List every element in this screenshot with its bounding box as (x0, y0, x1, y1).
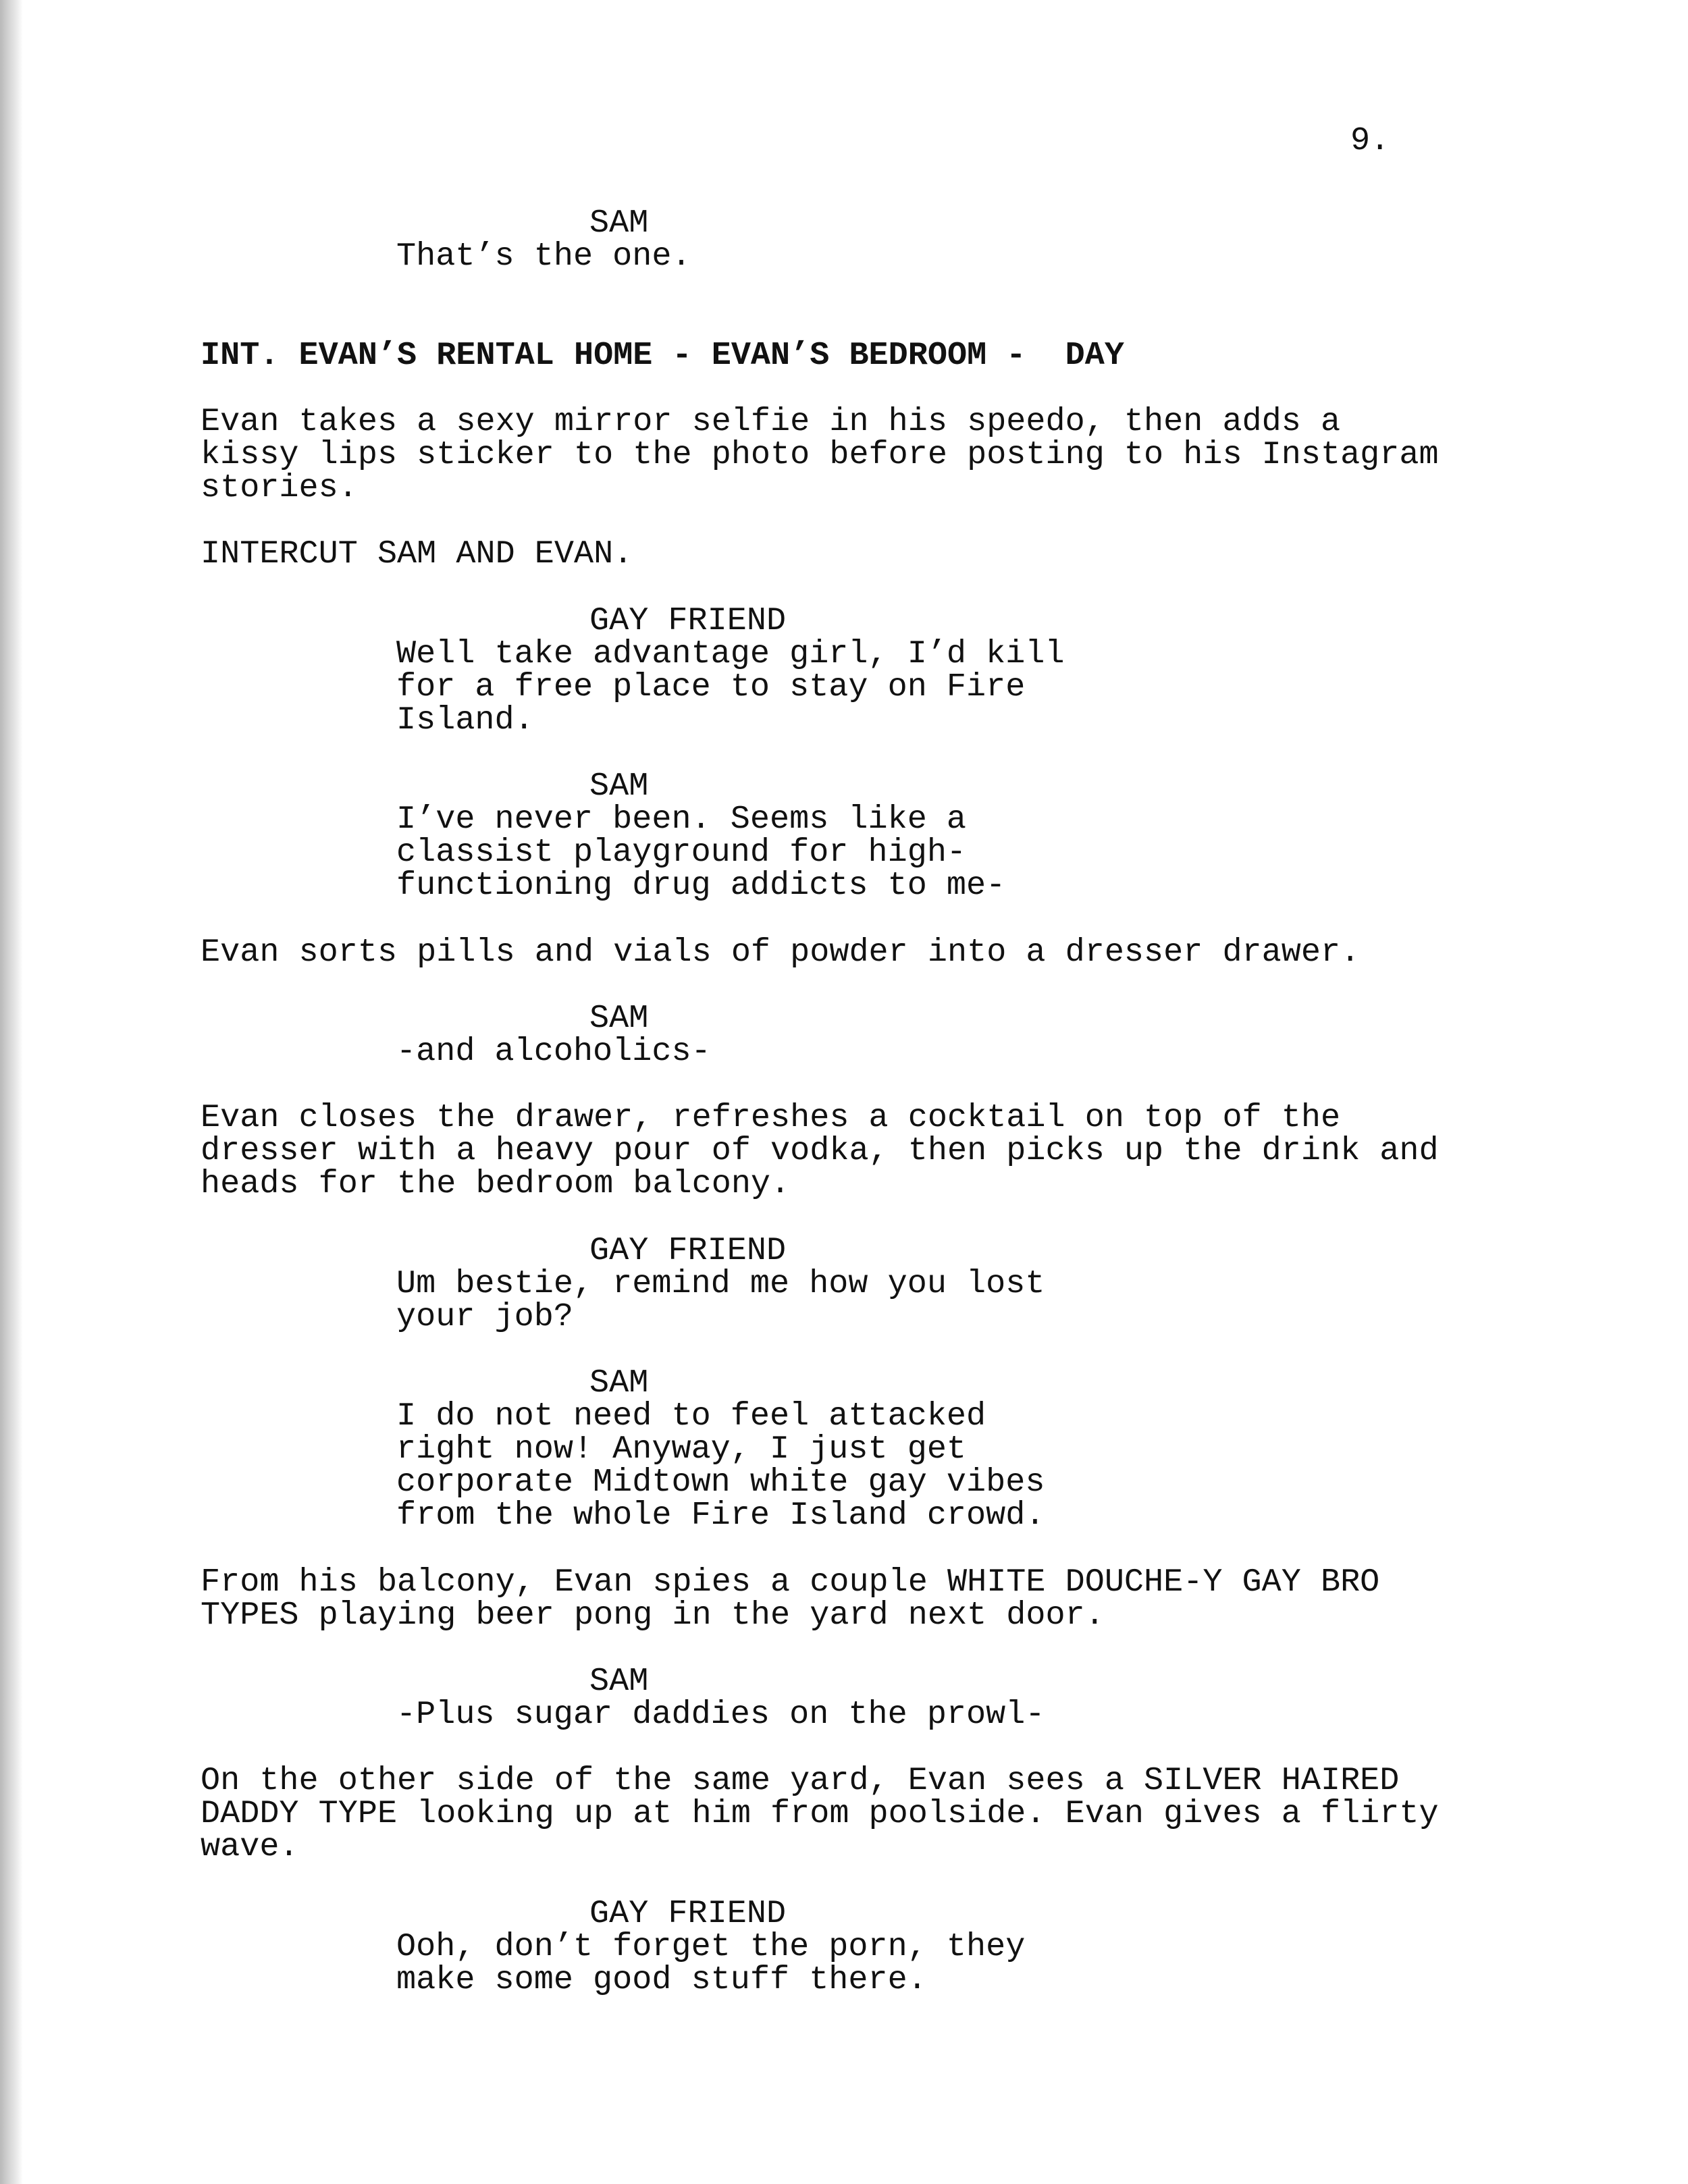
action-line: Evan closes the drawer, refreshes a cocktail on top of the (201, 1099, 1341, 1136)
character-cue: SAM (589, 1663, 649, 1700)
dialogue-line: functioning drug addicts to me- (396, 867, 1006, 904)
dialogue-line: for a free place to stay on Fire (396, 668, 1026, 705)
action-line: DADDY TYPE looking up at him from poolside. Evan gives a flirty (201, 1795, 1439, 1832)
action-line: kissy lips sticker to the photo before posting to his Instagram (201, 436, 1439, 473)
character-cue: SAM (589, 1000, 649, 1037)
action-line: dresser with a heavy pour of vodka, then picks up the drink and (201, 1132, 1439, 1169)
action-line: stories. (201, 469, 358, 506)
dialogue-line: Island. (396, 701, 534, 739)
dialogue-line: That’s the one. (396, 238, 691, 275)
action-line: TYPES playing beer pong in the yard next door. (201, 1597, 1105, 1634)
action-line: Evan takes a sexy mirror selfie in his speedo, then adds a (201, 403, 1341, 440)
action-line: INTERCUT SAM AND EVAN. (201, 535, 633, 572)
action-line: wave. (201, 1828, 299, 1865)
character-cue: SAM (589, 1364, 649, 1402)
action-line: From his balcony, Evan spies a couple WHITE DOUCHE-Y GAY BRO (201, 1564, 1380, 1601)
scene-heading: INT. EVAN’S RENTAL HOME - EVAN’S BEDROOM - DAY (201, 337, 1124, 374)
dialogue-line: Well take advantage girl, I’d kill (396, 635, 1065, 672)
character-cue: SAM (589, 768, 649, 805)
dialogue-line: from the whole Fire Island crowd. (396, 1497, 1045, 1534)
page-number: 9. (1350, 122, 1390, 159)
action-line: Evan sorts pills and vials of powder into a dresser drawer. (201, 934, 1361, 971)
action-line: On the other side of the same yard, Evan sees a SILVER HAIRED (201, 1762, 1400, 1799)
character-cue: GAY FRIEND (589, 602, 787, 639)
character-cue: SAM (589, 205, 649, 242)
dialogue-line: -Plus sugar daddies on the prowl- (396, 1696, 1045, 1733)
dialogue-line: corporate Midtown white gay vibes (396, 1464, 1045, 1501)
dialogue-line: right now! Anyway, I just get (396, 1431, 967, 1468)
dialogue-line: make some good stuff there. (396, 1961, 927, 1998)
dialogue-line: Um bestie, remind me how you lost (396, 1265, 1045, 1302)
character-cue: GAY FRIEND (589, 1232, 787, 1269)
dialogue-line: Ooh, don’t forget the porn, they (396, 1928, 1026, 1965)
dialogue-line: I do not need to feel attacked (396, 1397, 986, 1435)
dialogue-line: classist playground for high- (396, 834, 967, 871)
character-cue: GAY FRIEND (589, 1895, 787, 1932)
dialogue-line: your job? (396, 1298, 573, 1335)
dialogue-line: -and alcoholics- (396, 1033, 711, 1070)
dialogue-line: I’ve never been. Seems like a (396, 801, 967, 838)
action-line: heads for the bedroom balcony. (201, 1165, 791, 1202)
